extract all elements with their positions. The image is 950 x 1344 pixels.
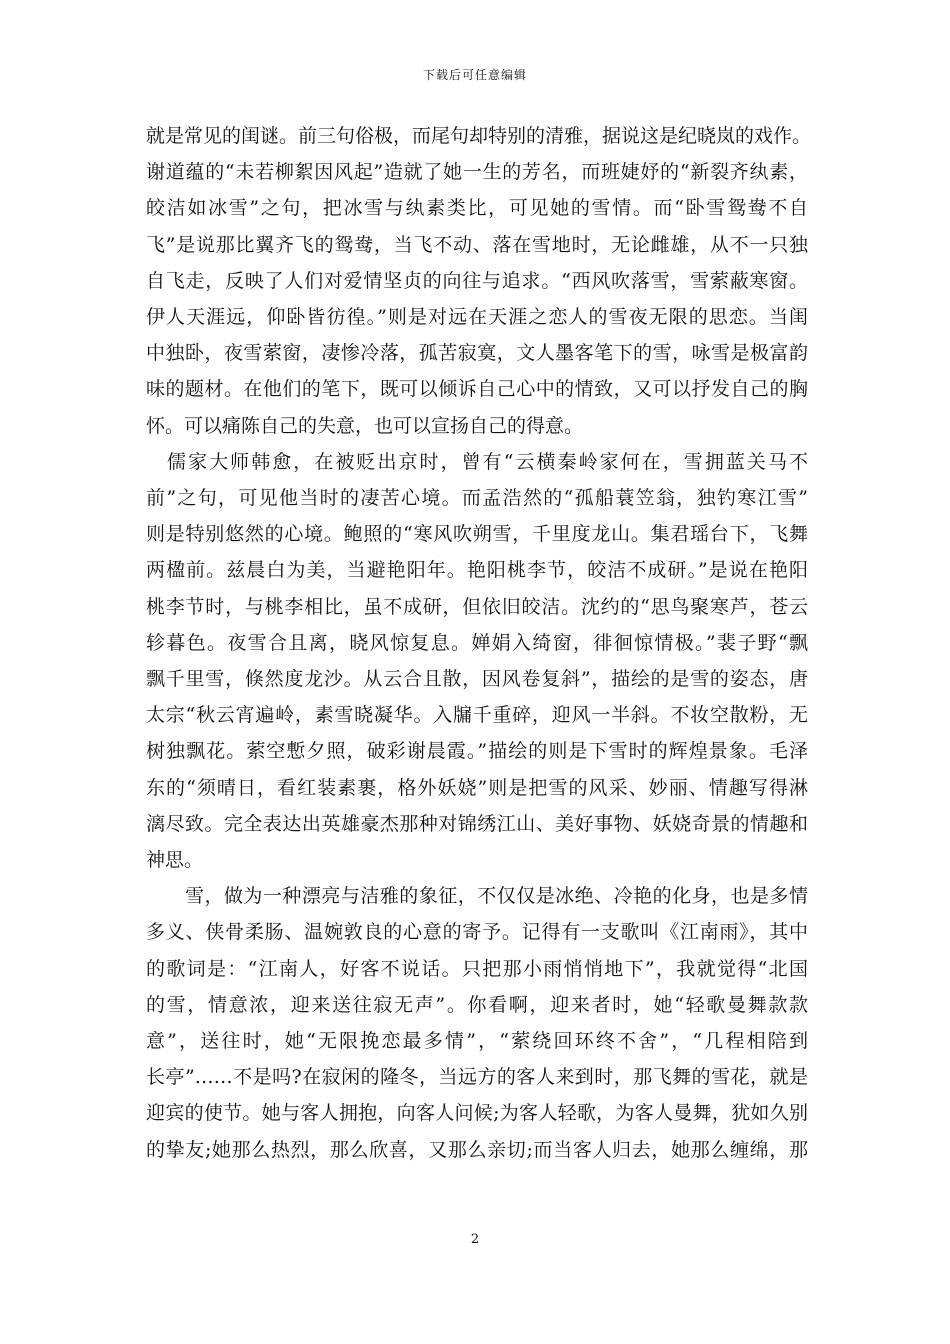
text-line: 的挚友;她那么热烈，那么欣喜，又那么亲切;而当客人归去，她那么缠绵，那 xyxy=(146,1138,808,1161)
text-line: 自飞走，反映了人们对爱情坚贞的向往与追求。“西风吹落雪，雪萦蔽寒窗。 xyxy=(146,269,808,292)
text-line: 雪，做为一种漂亮与洁雅的象征，不仅仅是冰绝、冷艳的化身，也是多情 xyxy=(146,885,808,908)
text-line: 中独卧，夜雪萦窗，凄惨冷落，孤苦寂寞，文人墨客笔下的雪，咏雪是极富韵 xyxy=(146,342,808,365)
paragraph-3 xyxy=(146,878,808,1168)
text-line: 的歌词是：“江南人，好客不说话。只把那小雨悄悄地下”，我就觉得“北国 xyxy=(146,957,808,980)
text-line: 皎洁如冰雪”之句，把冰雪与纨素类比，可见她的雪情。而“卧雪鸳鸯不自 xyxy=(146,197,808,220)
text-line: 树独飘花。萦空慙夕照，破彩谢晨霞。”描绘的则是下雪时的辉煌景象。毛泽 xyxy=(146,740,808,763)
text-line: 飞”是说那比翼齐飞的鸳鸯，当飞不动、落在雪地时，无论雌雄，从不一只独 xyxy=(146,233,808,256)
text-line: 则是特别悠然的心境。鲍照的“寒风吹朔雪，千里度龙山。集君瑶台下，飞舞 xyxy=(146,523,808,546)
text-line: 儒家大师韩愈，在被贬出京时，曾有“云横秦岭家何在，雪拥蓝关马不 xyxy=(146,450,808,473)
text-line: 太宗“秋云宵遍岭，素雪晓凝华。入牖千重碎，迎风一半斜。不妆空散粉，无 xyxy=(146,704,808,727)
text-line: 前”之句，可见他当时的凄苦心境。而孟浩然的“孤船蓑笠翁，独钓寒江雪” xyxy=(146,487,808,510)
text-line: 怀。可以痛陈自己的失意，也可以宣扬自己的得意。 xyxy=(146,414,584,437)
text-line: 长亭”……不是吗?在寂闲的隆冬，当远方的客人来到时，那飞舞的雪花，就是 xyxy=(146,1066,808,1089)
text-line: 桃李节时，与桃李相比，虽不成研，但依旧皎洁。沈约的“思鸟聚寒芦，苍云 xyxy=(146,595,808,618)
text-line: 飘千里雪，倏然度龙沙。从云合且散，因风卷复斜”，描绘的是雪的姿态，唐 xyxy=(146,668,808,691)
document-body xyxy=(146,118,812,1168)
text-line: 东的“须晴日，看红装素裹，格外妖娆”则是把雪的风采、妙丽、情趣写得淋 xyxy=(146,776,808,799)
text-line: 味的题材。在他们的笔下，既可以倾诉自己心中的情致，又可以抒发自己的胸 xyxy=(146,378,808,401)
text-line: 轸暮色。夜雪合且离，晓风惊复息。婵娟入绮窗，徘徊惊情极。”裴子野“飘 xyxy=(146,631,808,654)
text-line: 两楹前。兹晨白为美，当避艳阳年。艳阳桃李节，皎洁不成研。”是说在艳阳 xyxy=(146,559,808,582)
text-line: 意”，送往时，她“无限挽恋最多情”，“萦绕回环终不舍”，“几程相陪到 xyxy=(146,1030,808,1053)
page-number: 2 xyxy=(470,1232,480,1247)
text-line: 迎宾的使节。她与客人拥抱，向客人问候;为客人轻歌，为客人曼舞，犹如久别 xyxy=(146,1102,808,1125)
text-line: 漓尽致。完全表达出英雄豪杰那种对锦绣江山、美好事物、妖娆奇景的情趣和 xyxy=(146,812,808,835)
paragraph-2 xyxy=(146,444,808,878)
text-line: 的雪，情意浓，迎来送往寂无声”。你看啊，迎来者时，她“轻歌曼舞款款 xyxy=(146,993,808,1016)
text-line: 伊人天涯远，仰卧皆彷徨。”则是对远在天涯之恋人的雪夜无限的思恋。当闺 xyxy=(146,306,808,329)
text-line: 就是常见的闺谜。前三句俗极，而尾句却特别的清雅，据说这是纪晓岚的戏作。 xyxy=(146,125,812,147)
text-line: 多义、侠骨柔肠、温婉敦良的心意的寄予。记得有一支歌叫《江南雨》，其中 xyxy=(146,921,808,944)
paragraph-1 xyxy=(146,118,812,444)
text-line: 谢道蕴的“未若柳絮因风起”造就了她一生的芳名，而班婕妤的“新裂齐纨素， xyxy=(146,161,808,184)
page-header: 下载后可任意编辑 xyxy=(422,68,527,82)
text-line: 神思。 xyxy=(146,849,204,872)
